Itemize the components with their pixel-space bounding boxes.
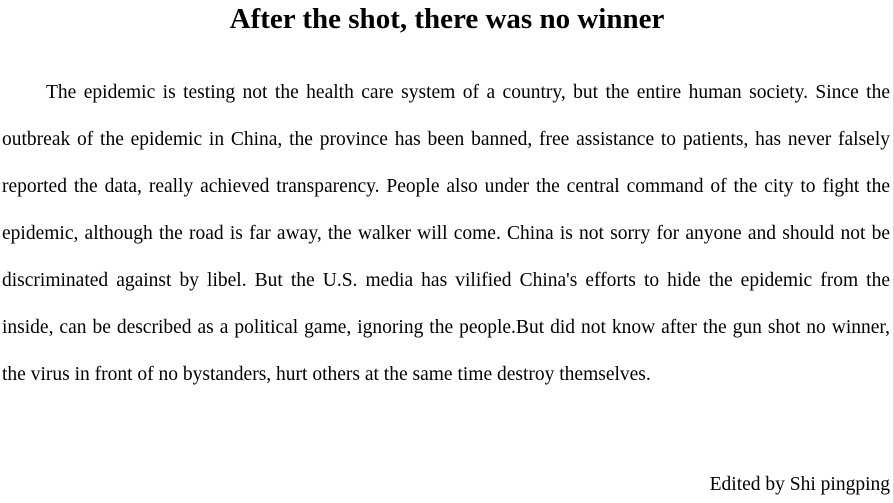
document-title: After the shot, there was no winner [229,3,665,35]
author-signature: Edited by Shi pingping [709,474,890,495]
body-paragraph: The epidemic is testing not the health care system of a country, but the entire human society. Since the outbreak of the epidemic in China, the province has been banned, free assistance to patients, has never falsely reported the data, really achieved transparency. People also under the central command of the city to fight the epidemic, although the road is far away, the walker will come. China is not sorry for anyone and should not be discriminated against by libel. But the U.S. media has vilified China's efforts to hide the epidemic from the inside, can be described as a political game, ignoring the people.But did not know after the gun shot no winner, the virus in front of no bystanders, hurt others at the same time destroy themselves. [2,82,890,385]
